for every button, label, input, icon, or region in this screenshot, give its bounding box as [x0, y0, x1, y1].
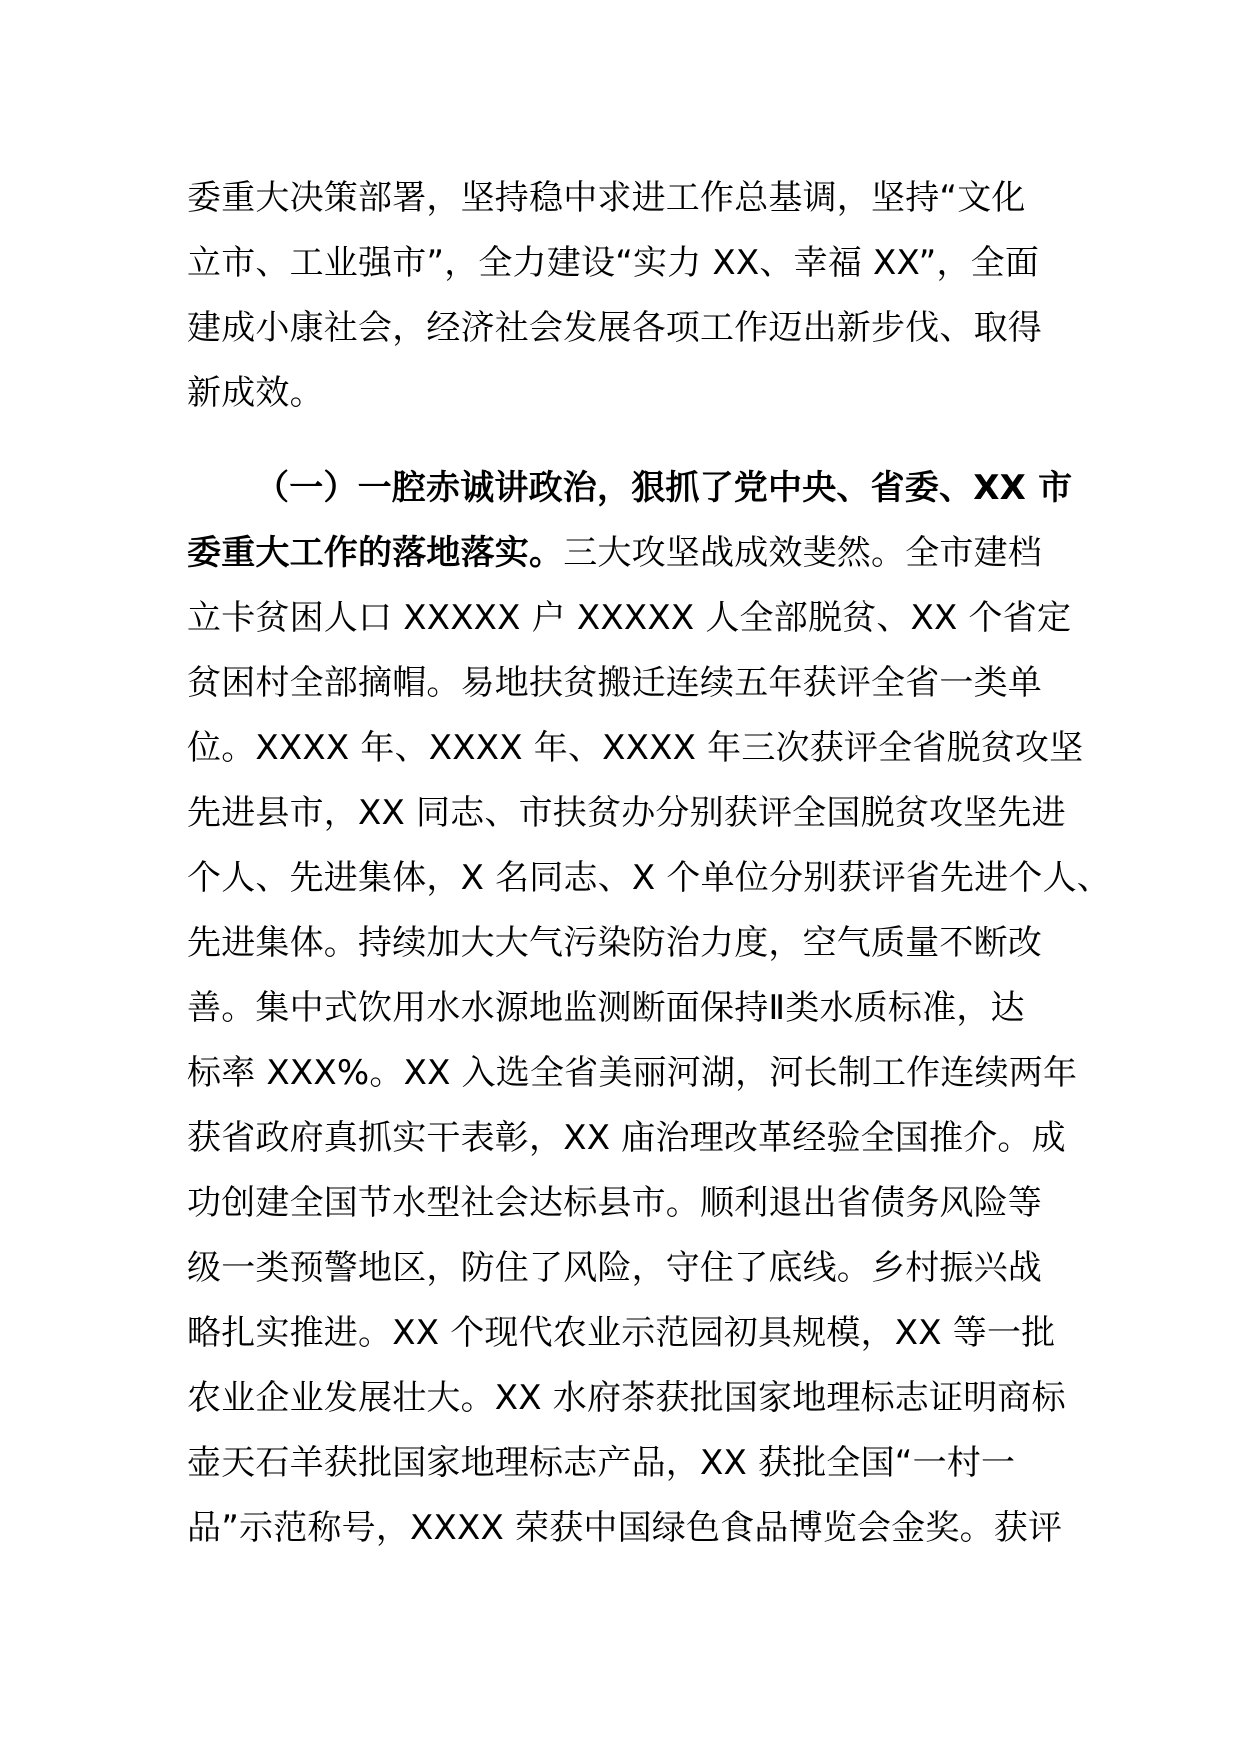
paragraph-line — [187, 521, 1077, 586]
paragraph-line: 善。集中式饮用水水源地监测断面保持Ⅱ类水质标准，达 — [187, 988, 1025, 1028]
paragraph-line: 略扎实推进。XX 个现代农业示范园初具规模，XX 等一批 — [187, 1313, 1056, 1353]
paragraph-line: 品”示范称号，XXXX 荣获中国绿色食品博览会金奖。获评 — [187, 1508, 1063, 1548]
paragraph-line: 新成效。 — [187, 373, 324, 413]
paragraph-line: 标率 XXX%。XX 入选全省美丽河湖，河长制工作连续两年 — [187, 1053, 1078, 1093]
section-1-paragraph — [187, 456, 1111, 1561]
paragraph-line: 先进县市，XX 同志、市扶贫办分别获评全国脱贫攻坚先进 — [187, 793, 1066, 833]
paragraph-line: 委重大决策部署，坚持稳中求进工作总基调，坚持“文化 — [187, 178, 1026, 218]
paragraph-line: 贫困村全部摘帽。易地扶贫搬迁连续五年获评全省一类单 — [187, 663, 1042, 703]
section-heading: （一）一腔赤诚讲政治，狠抓了党中央、省委、XX 市 — [255, 468, 1073, 508]
paragraph-line: 立市、工业强市”，全力建设“实力 XX、幸福 XX”，全面 — [187, 243, 1040, 283]
paragraph-line: 位。XXXX 年、XXXX 年、XXXX 年三次获评全省脱贫攻坚 — [187, 728, 1084, 768]
paragraph-line: 级一类预警地区，防住了风险，守住了底线。乡村振兴战 — [187, 1248, 1042, 1288]
paragraph-line: 建成小康社会，经济社会发展各项工作迈出新步伐、取得 — [187, 308, 1042, 348]
paragraph-text: 三大攻坚战成效斐然。全市建档 — [563, 533, 1043, 573]
paragraph-line: 个人、先进集体，X 名同志、X 个单位分别获评省先进个人、 — [187, 858, 1111, 898]
section-heading-continued: 委重大工作的落地落实。 — [187, 533, 564, 573]
paragraph-line: 农业企业发展壮大。XX 水府茶获批国家地理标志证明商标 — [187, 1378, 1066, 1418]
paragraph-line: 获省政府真抓实干表彰，XX 庙治理改革经验全国推介。成 — [187, 1118, 1066, 1158]
intro-paragraph — [187, 166, 1077, 426]
paragraph-line: 功创建全国节水型社会达标县市。顺利退出省债务风险等 — [187, 1183, 1042, 1223]
paragraph-line: 壶天石羊获批国家地理标志产品，XX 获批全国“一村一 — [187, 1443, 1016, 1483]
paragraph-line: 立卡贫困人口 XXXXX 户 XXXXX 人全部脱贫、XX 个省定 — [187, 598, 1072, 638]
paragraph-line: 先进集体。持续加大大气污染防治力度，空气质量不断改 — [187, 923, 1042, 963]
